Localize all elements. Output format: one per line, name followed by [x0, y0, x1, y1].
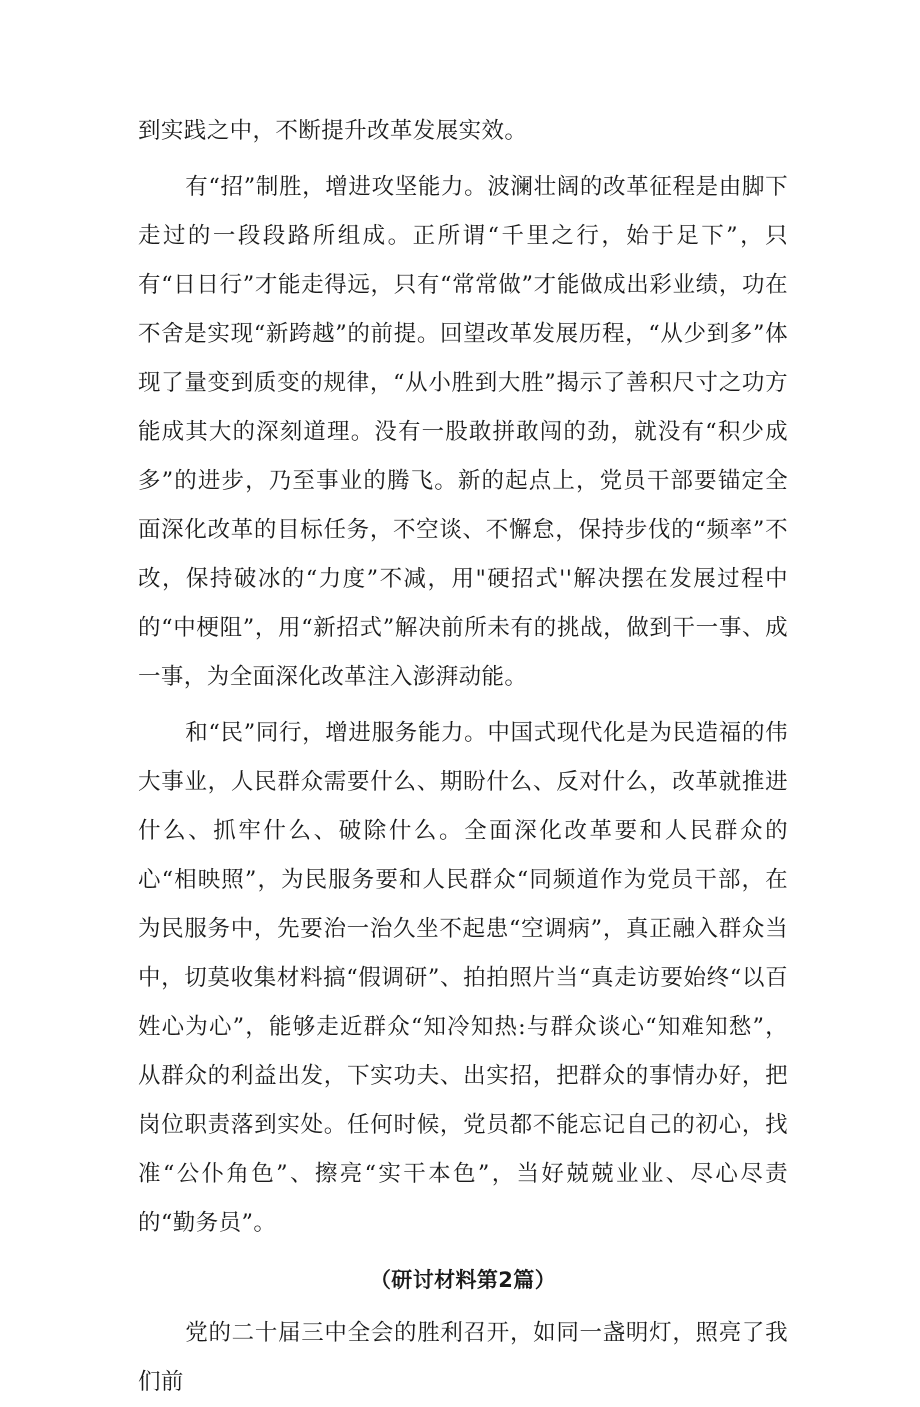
paragraph-continuation: 到实践之中，不断提升改革发展实效。 [138, 118, 528, 144]
paragraph-service-capability: 和“民”同行，增进服务能力。中国式现代化是为民造福的伟大事业，人民群众需要什么、期盼什么、反对什么，改革就推进什么、抓牢什么、破除什么。全面深化改革要和人民群众的心“相映照”，为民服务要和人民群众“同频道作为党员干部，在为民服务中，先要治一治久坐不起患“空调病”，真正融入群众当中，切莫收集材料搞“假调研”、拍拍照片当“真走访要始终“以百姓心为心”，能够走近群众“知冷知热:与群众谈心“知难知愁”，从群众的利益出发，下实功夫、出实招，把群众的事情办好，把岗位职责落到实处。任何时候，党员都不能忘记自己的初心，找准“公仆角色”、擦亮“实干本色”，当好兢兢业业、尽心尽责的“勤务员”。 [138, 720, 788, 1236]
document-body [138, 107, 788, 1407]
paragraph-next-section: 党的二十届三中全会的胜利召开，如同一盏明灯，照亮了我们前 [138, 1320, 788, 1395]
paragraph-attack-capability: 有“招”制胜，增进攻坚能力。波澜壮阔的改革征程是由脚下走过的一段段路所组成。正所谓“千里之行，始于足下”，只有“日日行”才能走得远，只有“常常做”才能做成出彩业绩，功在不舍是实现“新跨越”的前提。回望改革发展历程，“从少到多”体现了量变到质变的规律，“从小胜到大胜”揭示了善积尺寸之功方能成其大的深刻道理。没有一股敢拼敢闯的劲，就没有“积少成多”的进步，乃至事业的腾飞。新的起点上，党员干部要锚定全面深化改革的目标任务，不空谈、不懈怠，保持步伐的“频率”不改，保持破冰的“力度”不减，用"硬招式''解决摆在发展过程中的“中梗阻”，用“新招式”解决前所未有的挑战，做到干一事、成一事，为全面深化改革注入澎湃动能。 [138, 174, 788, 690]
section-title: （研讨材料第2篇） [369, 1268, 557, 1292]
